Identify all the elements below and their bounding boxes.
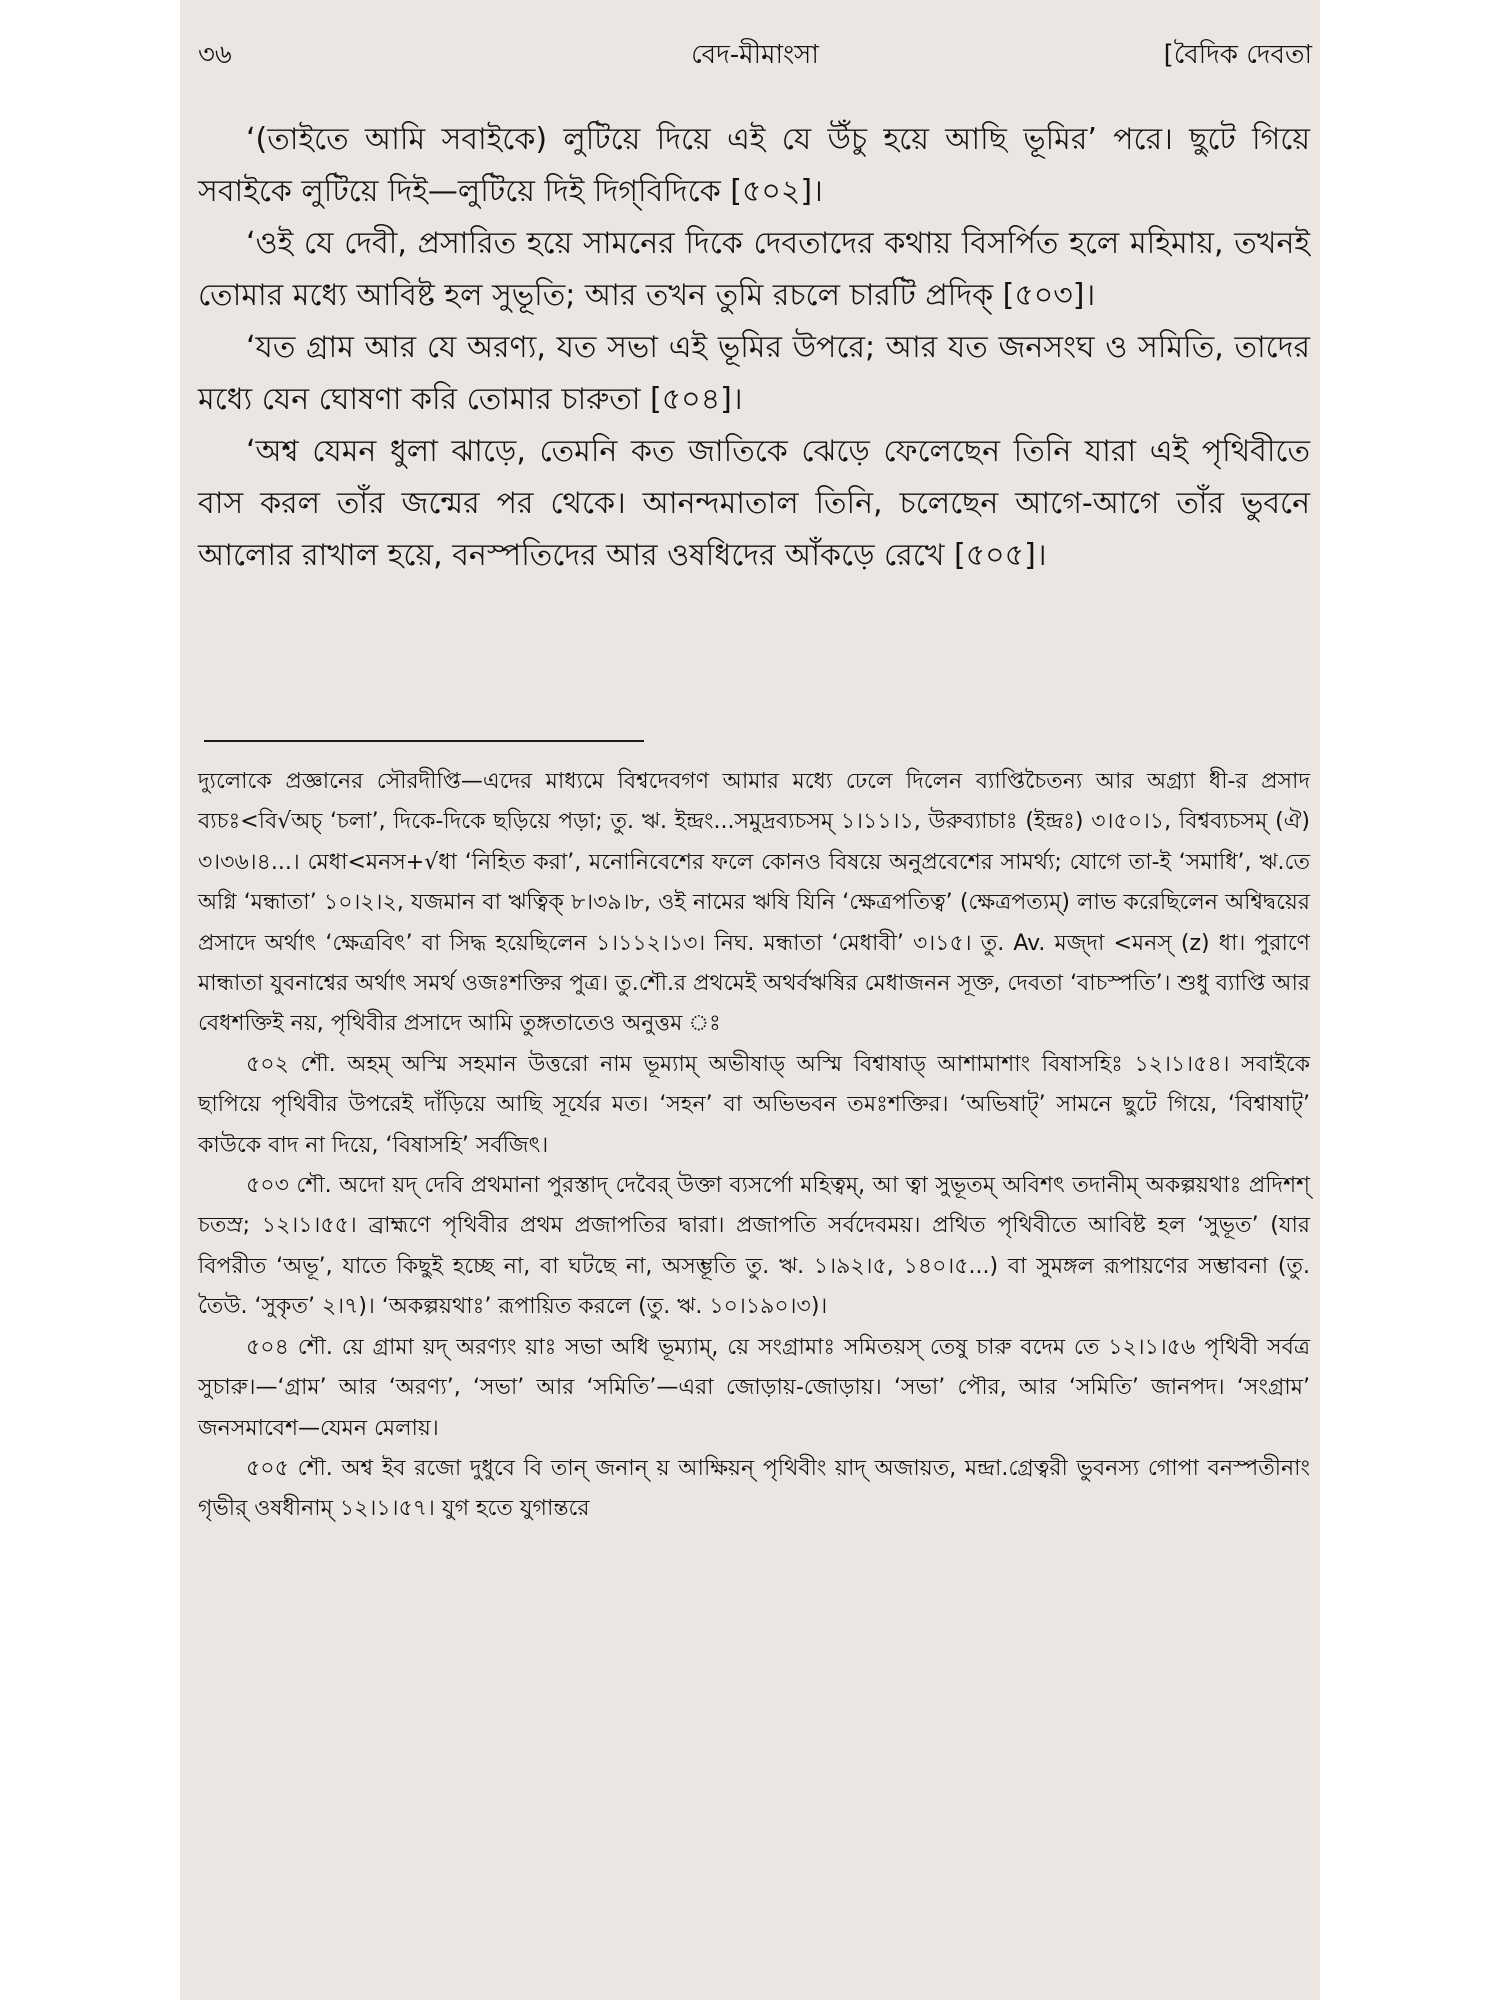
body-paragraph: ‘ওই যে দেবী, প্রসারিত হয়ে সামনের দিকে দেবতাদের কথায় বিসর্পিত হলে মহিমায়, তখনই তোমার মধ্যে আবিষ্ট হল সুভূতি; আর তখন তুমি রচলে চারটি প্রদিক্‌ [৫০৩]। xyxy=(198,226,1310,313)
body-text xyxy=(198,114,1310,582)
book-page xyxy=(180,0,1320,2000)
page-header xyxy=(198,34,1312,78)
section-title: [বৈদিক দেবতা xyxy=(1163,40,1312,70)
page-number: ৩৬ xyxy=(198,40,232,70)
footnote-503: ৫০৩ শৌ. অদো য়দ্‌ দেবি প্রথমানা পুরস্তাদ্‌ দেবৈর্‌ উক্তা ব্যসর্পো মহিত্বম্‌, আ ত্বা সুভূতম্‌ অবিশৎ তদানীম্‌ অকল্পয়থাঃ প্রদিশশ্‌ চতস্র; ১২।১।৫৫। ব্রাহ্মণে পৃথিবীর প্রথম প্রজাপতির দ্বারা। প্রজাপতি সর্বদেবময়। প্রথিত পৃথিবীতে আবিষ্ট হল ‘সুভূত’ (যার বিপরীত ‘অভূ’, যাতে কিছুই হচ্ছে না, বা ঘটছে না, অসম্ভূতি তু. ঋ. ১।৯২।৫, ১৪০।৫...) বা সুমঙ্গল রূপায়ণের সম্ভাবনা (তু. তৈউ. ‘সুকৃত’ ২।৭)। ‘অকল্পয়থাঃ’ রূপায়িত করলে (তু. ঋ. ১০।১৯০।৩)। xyxy=(198,1173,1310,1320)
footnote-divider xyxy=(204,740,644,742)
running-title: বেদ-মীমাংসা xyxy=(691,40,819,70)
body-paragraph: ‘অশ্ব যেমন ধুলা ঝাড়ে, তেমনি কত জাতিকে ঝেড়ে ফেলেছেন তিনি যারা এই পৃথিবীতে বাস করল তাঁর জন্মের পর থেকে। আনন্দমাতাল তিনি, চলেছেন আগে-আগে তাঁর ভুবনে আলোর রাখাল হয়ে, বনস্পতিদের আর ওষধিদের আঁকড়ে রেখে [৫০৫]। xyxy=(198,434,1310,573)
footnotes xyxy=(198,762,1310,1530)
footnote-505: ৫০৫ শৌ. অশ্ব ইব রজো দুধুবে বি তান্‌ জনান্‌ য় আক্ষিয়ন্‌ পৃথিবীং য়াদ্‌ অজায়ত, মন্দ্রা.গ্রেত্বরী ভুবনস্য গোপা বনস্পতীনাং গৃভীর্‌ ওষধীনাম্‌ ১২।১।৫৭। যুগ হতে যুগান্তরে xyxy=(198,1455,1310,1522)
footnote-504: ৫০৪ শৌ. য়ে গ্রামা য়দ্‌ অরণ্যং য়াঃ সভা অধি ভূম্যাম্‌, য়ে সংগ্রামাঃ সমিতয়স্‌ তেষু চারু বদেম তে ১২।১।৫৬ পৃথিবী সর্বত্র সুচারু।—‘গ্রাম’ আর ‘অরণ্য’, ‘সভা’ আর ‘সমিতি’—এরা জোড়ায়-জোড়ায়। ‘সভা’ পৌর, আর ‘সমিতি’ জানপদ। ‘সংগ্রাম’ জনসমাবেশ—যেমন মেলায়। xyxy=(198,1334,1310,1441)
body-paragraph: ‘যত গ্রাম আর যে অরণ্য, যত সভা এই ভূমির উপরে; আর যত জনসংঘ ও সমিতি, তাদের মধ্যে যেন ঘোষণা করি তোমার চারুতা [৫০৪]। xyxy=(198,330,1310,417)
footnote-502: ৫০২ শৌ. অহম্‌ অস্মি সহমান উত্তরো নাম ভূম্যাম্‌ অভীষাড্‌ অস্মি বিশ্বাষাড্‌ আশামাশাং বিষাসহিঃ ১২।১।৫৪। সবাইকে ছাপিয়ে পৃথিবীর উপরেই দাঁড়িয়ে আছি সূর্যের মত। ‘সহন’ বা অভিভবন তমঃশক্তির। ‘অভিষাট্‌’ সামনে ছুটে গিয়ে, ‘বিশ্বাষাট্‌’ কাউকে বাদ না দিয়ে, ‘বিষাসহি’ সর্বজিৎ। xyxy=(198,1051,1310,1158)
footnote-continuation: দ্যুলোকে প্রজ্ঞানের সৌরদীপ্তি—এদের মাধ্যমে বিশ্বদেবগণ আমার মধ্যে ঢেলে দিলেন ব্যাপ্তিচৈতন্য আর অগ্র্যা ধী-র প্রসাদ ব্যচঃ<বি√অচ্‌ ‘চলা’, দিকে-দিকে ছড়িয়ে পড়া; তু. ঋ. ইন্দ্রং...সমুদ্রব্যচসম্‌ ১।১১।১, উরুব্যাচাঃ (ইন্দ্রঃ) ৩।৫০।১, বিশ্বব্যচসম্‌ (ঐ) ৩।৩৬।৪...। মেধা<মনস+√ধা ‘নিহিত করা’, মনোনিবেশের ফলে কোনও বিষয়ে অনুপ্রবেশের সামর্থ্য; যোগে তা-ই ‘সমাধি’, ঋ.তে অগ্নি ‘মন্ধাতা’ ১০।২।২, যজমান বা ঋত্বিক্‌ ৮।৩৯।৮, ওই নামের ঋষি যিনি ‘ক্ষেত্রপতিত্ব’ (ক্ষেত্রপত্যম্‌) লাভ করেছিলেন অশ্বিদ্বয়ের প্রসাদে অর্থাৎ ‘ক্ষেত্রবিৎ’ বা সিদ্ধ হয়েছিলেন ১।১১২।১৩। নিঘ. মন্ধাতা ‘মেধাবী’ ৩।১৫। তু. Av. মজ্‌দা <মনস্‌ (z) ধা। পুরাণে মান্ধাতা যুবনাশ্বের অর্থাৎ সমর্থ ওজঃশক্তির পুত্র। তু.শৌ.র প্রথমেই অথর্বঋষির মেধাজনন সূক্ত, দেবতা ‘বাচস্পতি’। শুধু ব্যাপ্তি আর বেধশক্তিই নয়, পৃথিবীর প্রসাদে আমি তুঙ্গতাতেও অনুত্তম ঃ xyxy=(198,769,1310,1037)
body-paragraph: ‘(তাইতে আমি সবাইকে) লুটিয়ে দিয়ে এই যে উঁচু হয়ে আছি ভূমির’ পরে। ছুটে গিয়ে সবাইকে লুটিয়ে দিই—লুটিয়ে দিই দিগ্‌বিদিকে [৫০২]। xyxy=(198,122,1310,209)
